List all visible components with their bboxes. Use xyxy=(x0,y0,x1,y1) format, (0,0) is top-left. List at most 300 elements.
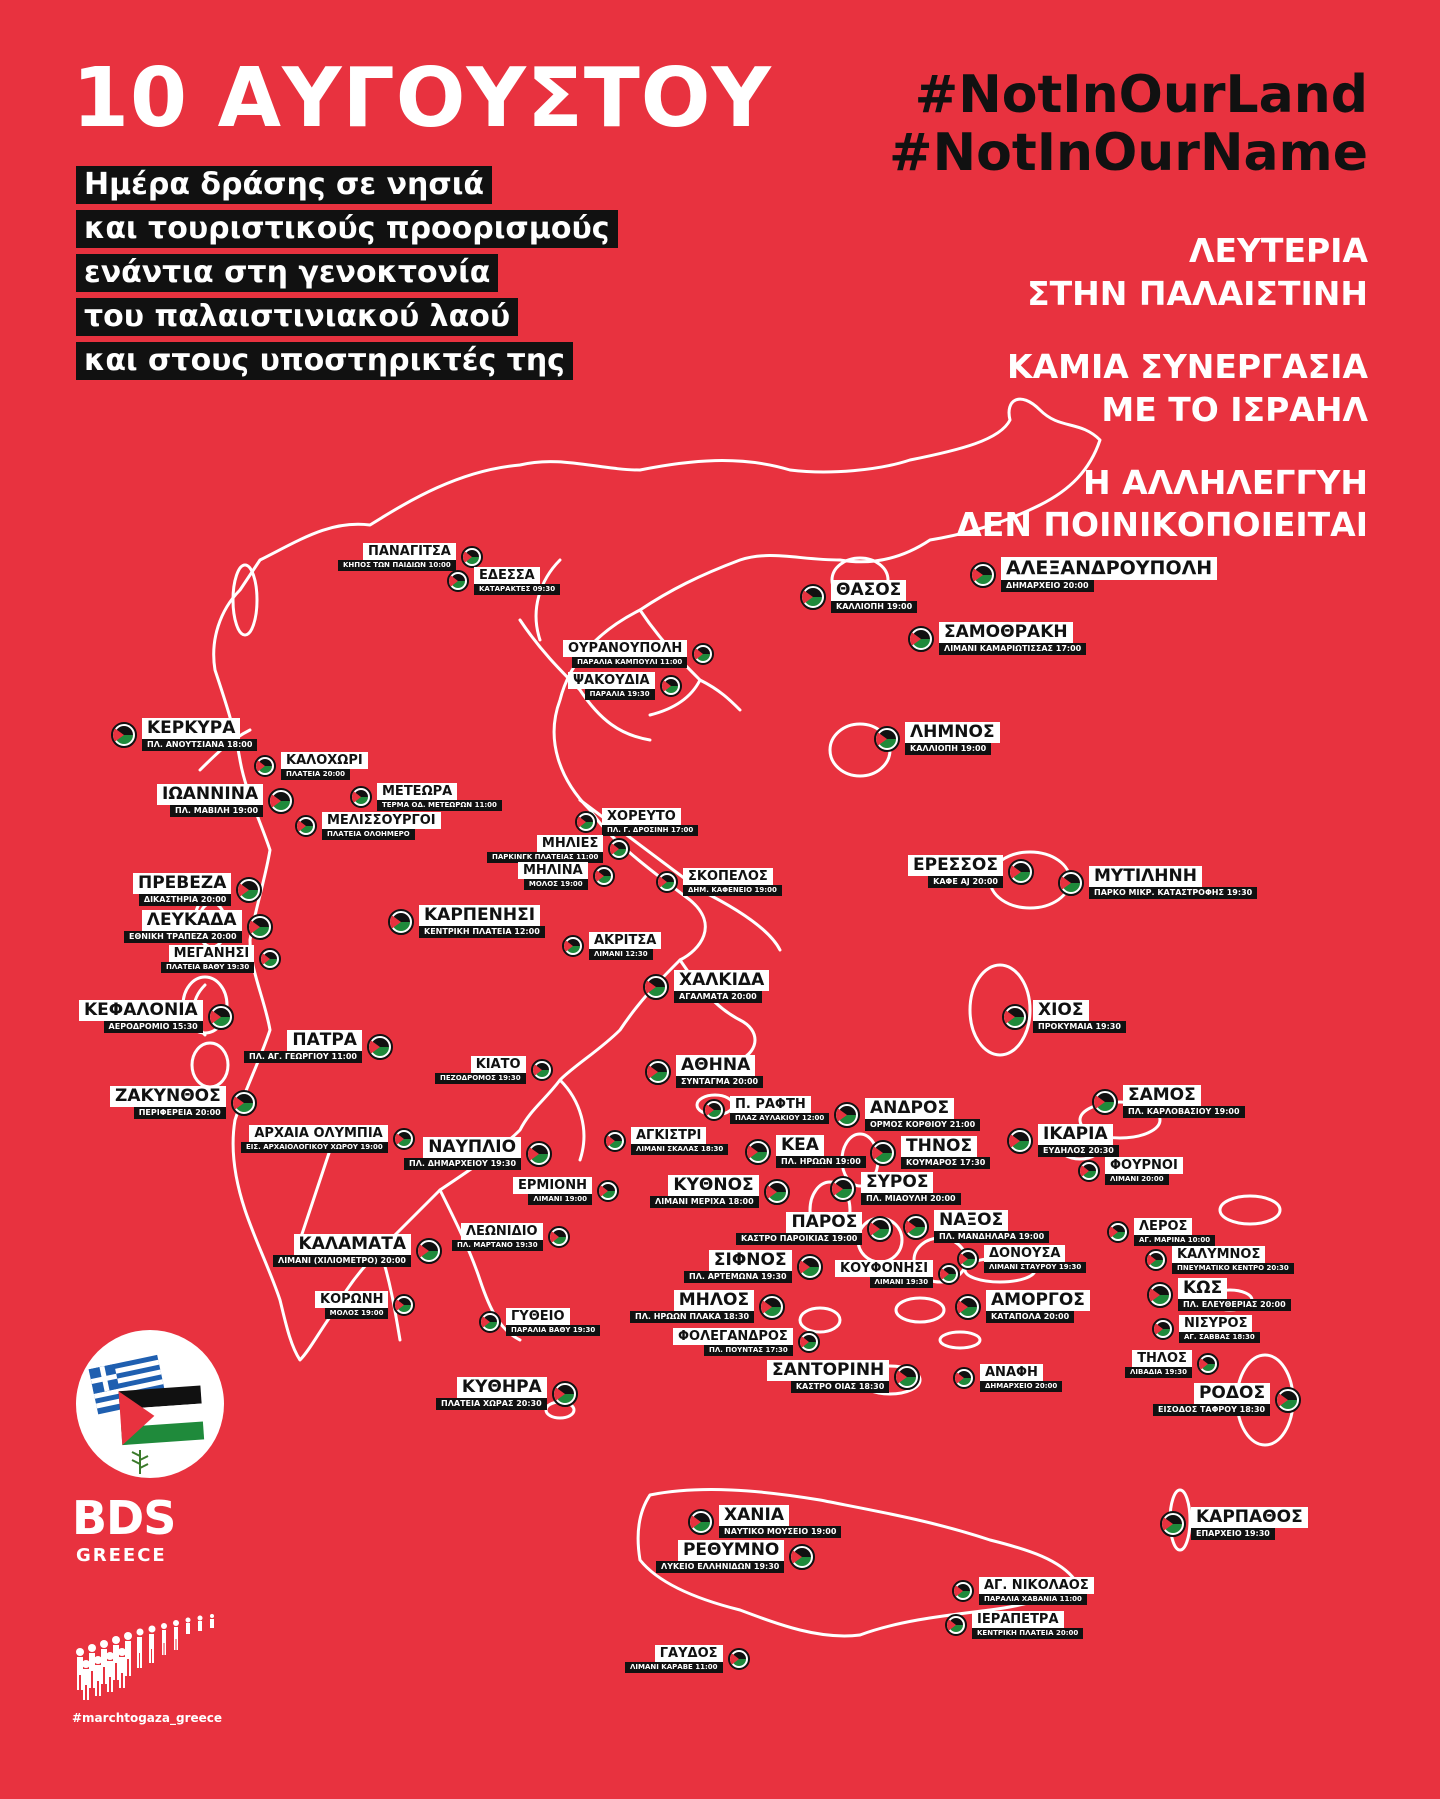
location-name: ΡΟΔΟΣ xyxy=(1194,1383,1270,1404)
location-label xyxy=(901,1136,990,1169)
location-detail: ΛΙΜΑΝΙ (ΧΙΛΙΟΜΕΤΡΟ) 20:00 xyxy=(273,1255,411,1267)
location-label xyxy=(315,1291,388,1319)
palestine-flag-icon xyxy=(562,935,584,957)
slogan-line: ΚΑΜΙΑ ΣΥΝΕΡΓΑΣΙΑ xyxy=(1007,346,1368,386)
subtitle-line: ενάντια στη γενοκτονία xyxy=(76,254,498,292)
location-name: ΚΟΥΦΟΝΗΣΙ xyxy=(835,1260,933,1277)
location-marker xyxy=(703,1096,829,1124)
slogan-line: ΛΕΥΤΕΡΙΑ xyxy=(1188,231,1368,270)
location-detail: ΠΕΡΙΦΕΡΕΙΑ 20:00 xyxy=(134,1107,226,1119)
location-marker xyxy=(952,1577,1094,1605)
location-marker xyxy=(1092,1085,1245,1118)
location-detail: ΟΡΜΟΣ ΚΟΡΘΙΟΥ 21:00 xyxy=(865,1119,980,1131)
location-label xyxy=(730,1096,829,1124)
location-detail: ΚΑΦΕ ΑJ 20:00 xyxy=(928,876,1003,888)
location-detail: ΠΛ. ΕΛΕΥΘΕΡΙΑΣ 20:00 xyxy=(1178,1299,1291,1311)
location-label xyxy=(589,932,661,960)
palestine-flag-icon xyxy=(1152,1318,1174,1340)
location-name: ΕΡΜΙΟΝΗ xyxy=(513,1177,592,1194)
palestine-flag-icon xyxy=(834,1102,860,1128)
page-title: 10 ΑΥΓΟΥΣΤΟΥ xyxy=(72,51,772,146)
location-name: ΙΩΑΝΝΙΝΑ xyxy=(157,784,263,805)
location-name: ΜΗΛΙΕΣ xyxy=(537,835,603,852)
hashtag-not-in-our-land: #NotInOurLand xyxy=(914,65,1368,125)
location-name: ΠΑΤΡΑ xyxy=(287,1030,362,1051)
location-label xyxy=(1089,866,1257,899)
location-marker xyxy=(1107,1218,1215,1246)
location-detail: ΚΕΝΤΡΙΚΗ ΠΛΑΤΕΙΑ 20:00 xyxy=(972,1628,1083,1639)
location-marker xyxy=(111,718,257,751)
location-label xyxy=(79,1000,203,1033)
location-label xyxy=(676,1055,763,1088)
location-name: ΜΥΤΙΛΗΝΗ xyxy=(1089,866,1202,887)
palestine-flag-icon xyxy=(1002,1004,1028,1030)
location-detail: ΠΛ. ΜΑΒΙΛΗ 19:00 xyxy=(170,805,263,817)
palestine-flag-icon xyxy=(1078,1160,1100,1182)
location-marker xyxy=(953,1364,1062,1392)
location-label xyxy=(273,1234,411,1267)
location-marker xyxy=(518,862,615,890)
location-detail: ΚΑΤΑΡΑΚΤΕΣ 09:30 xyxy=(474,584,560,595)
location-marker xyxy=(350,783,502,811)
location-label xyxy=(513,1177,592,1205)
location-marker xyxy=(254,752,368,780)
location-name: ΠΑΝΑΓΙΤΣΑ xyxy=(363,543,456,560)
location-name: ΑΘΗΝΑ xyxy=(676,1055,755,1076)
palestine-flag-icon xyxy=(660,675,682,697)
location-detail: ΚΑΣΤΡΟ ΟΙΑΣ 18:30 xyxy=(791,1381,889,1393)
palestine-flag-icon xyxy=(1092,1089,1118,1115)
location-marker xyxy=(436,1377,578,1410)
location-label xyxy=(244,1030,362,1063)
location-detail: ΕΙΣ. ΑΡΧΑΙΟΛΟΓΙΚΟΥ ΧΩΡΟΥ 19:00 xyxy=(241,1142,388,1153)
location-detail: ΛΙΜΑΝΙ ΜΕΡΙΧΑ 18:00 xyxy=(650,1196,759,1208)
location-label xyxy=(979,1577,1094,1605)
location-marker xyxy=(404,1137,552,1170)
location-label xyxy=(656,1540,784,1573)
location-name: ΚΟΡΩΝΗ xyxy=(315,1291,388,1308)
location-detail: ΝΑΥΤΙΚΟ ΜΟΥΣΕΙΟ 19:00 xyxy=(719,1526,841,1538)
palestine-flag-icon xyxy=(688,1509,714,1535)
location-marker xyxy=(244,1030,393,1063)
bds-logo: BDS xyxy=(72,1491,176,1545)
location-detail: ΛΙΜΑΝΙ ΚΑΡΑΒΕ 11:00 xyxy=(625,1662,723,1673)
location-marker xyxy=(575,808,698,836)
location-label xyxy=(776,1135,866,1168)
location-detail: ΠΛΑΤΕΙΑ ΧΩΡΑΣ 20:30 xyxy=(436,1398,547,1410)
location-label xyxy=(142,718,257,751)
location-marker xyxy=(903,1210,1049,1243)
location-name: ΛΕΡΟΣ xyxy=(1134,1218,1192,1235)
palestine-flag-icon xyxy=(903,1214,929,1240)
palestine-flag-icon xyxy=(1058,870,1084,896)
location-detail: ΠΑΡΑΛΙΑ ΚΑΜΠΟΥΛΙ 11:00 xyxy=(572,657,687,668)
location-name: ΚΕΡΚΥΡΑ xyxy=(142,718,240,739)
location-detail: ΚΗΠΟΣ ΤΩΝ ΠΑΙΔΙΩΝ 10:00 xyxy=(338,560,456,571)
location-marker xyxy=(970,557,1217,592)
palestine-flag-icon xyxy=(908,626,934,652)
location-marker xyxy=(908,622,1086,655)
location-marker xyxy=(870,1136,990,1169)
location-name: ΛΕΩΝΙΔΙΟ xyxy=(461,1223,543,1240)
location-name: ΚΑΛΟΧΩΡΙ xyxy=(281,752,368,769)
location-marker xyxy=(273,1234,442,1267)
location-name: ΜΗΛΙΝΑ xyxy=(518,862,588,879)
location-marker xyxy=(563,640,714,668)
location-name: ΝΙΣΥΡΟΣ xyxy=(1179,1315,1252,1332)
location-label xyxy=(1178,1278,1291,1311)
location-detail: ΕΘΝΙΚΗ ΤΡΑΠΕΖΑ 20:00 xyxy=(124,931,242,943)
location-name: ΚΙΑΤΟ xyxy=(471,1056,526,1073)
location-detail: ΛΙΜΑΝΙ 19:30 xyxy=(870,1277,934,1288)
location-detail: ΠΛ. ΑΓ. ΓΕΩΡΓΙΟΥ 11:00 xyxy=(244,1051,362,1063)
location-label xyxy=(110,1086,226,1119)
location-detail: ΑΕΡΟΔΡΟΜΙΟ 15:30 xyxy=(104,1021,203,1033)
location-detail: ΠΛΑΤΕΙΑ 20:00 xyxy=(281,769,350,780)
location-name: ΛΗΜΝΟΣ xyxy=(905,722,1000,743)
palestine-flag-icon xyxy=(1160,1511,1186,1537)
location-name: ΚΑΡΠΑΘΟΣ xyxy=(1191,1507,1308,1528)
location-name: ΚΑΛΥΜΝΟΣ xyxy=(1172,1246,1265,1263)
location-name: ΦΟΥΡΝΟΙ xyxy=(1105,1157,1183,1174)
location-detail: ΚΕΝΤΡΙΚΗ ΠΛΑΤΕΙΑ 12:00 xyxy=(419,926,545,938)
location-name: ΖΑΚΥΝΘΟΣ xyxy=(110,1086,226,1107)
slogan-free-palestine xyxy=(956,230,1368,316)
location-marker xyxy=(604,1127,728,1155)
location-detail: ΠΕΖΟΔΡΟΜΟΣ 19:30 xyxy=(435,1073,526,1084)
palestine-flag-icon xyxy=(953,1367,975,1389)
location-detail: ΠΛ. ΜΑΡΤΑΝΟ 19:30 xyxy=(452,1240,543,1251)
location-marker xyxy=(908,855,1034,888)
location-marker xyxy=(447,567,560,595)
location-label xyxy=(1134,1218,1215,1246)
location-label xyxy=(908,855,1003,888)
location-label xyxy=(419,905,545,938)
location-detail: ΛΙΜΑΝΙ ΚΑΜΑΡΙΩΤΙΣΣΑΣ 17:00 xyxy=(939,643,1086,655)
location-marker xyxy=(133,873,262,906)
palestine-flag-icon xyxy=(268,788,294,814)
location-label xyxy=(984,1245,1086,1273)
location-marker xyxy=(452,1223,570,1251)
location-detail: ΠΛ. ΗΡΩΩΝ 19:00 xyxy=(776,1156,866,1168)
location-marker xyxy=(673,1328,820,1356)
location-label xyxy=(673,1328,793,1356)
location-marker xyxy=(800,580,917,613)
location-label xyxy=(674,970,769,1003)
location-detail: ΑΓ. ΜΑΡΙΝΑ 10:00 xyxy=(1134,1235,1215,1246)
palestine-flag-icon xyxy=(604,1130,626,1152)
location-label xyxy=(563,640,687,668)
location-label xyxy=(939,622,1086,655)
location-label xyxy=(602,808,698,836)
location-label xyxy=(124,910,242,943)
palestine-flag-icon xyxy=(938,1263,960,1285)
location-marker xyxy=(388,905,545,938)
march-hashtag: #marchtogaza_greece xyxy=(72,1711,223,1725)
location-detail: ΚΑΛΛΙΟΠΗ 19:00 xyxy=(831,601,917,613)
location-detail: ΠΝΕΥΜΑΤΙΚΟ ΚΕΝΤΡΟ 20:30 xyxy=(1172,1263,1294,1274)
slogan-solidarity xyxy=(956,462,1368,548)
palestine-flag-icon xyxy=(1008,859,1034,885)
location-marker xyxy=(1002,1000,1126,1033)
location-name: ΕΡΕΣΣΟΣ xyxy=(908,855,1003,876)
location-detail: ΚΑΤΑΠΟΛΑ 20:00 xyxy=(986,1311,1074,1323)
palestine-flag-icon xyxy=(703,1099,725,1121)
location-marker xyxy=(157,784,294,817)
location-marker xyxy=(684,1250,823,1283)
palestine-flag-icon xyxy=(552,1381,578,1407)
location-detail: ΕΙΣΟΔΟΣ ΤΑΦΡΟΥ 18:30 xyxy=(1153,1404,1270,1416)
location-marker xyxy=(1152,1315,1260,1343)
subtitle-line: του παλαιστινιακού λαού xyxy=(76,298,518,336)
location-name: ΜΕΛΙΣΣΟΥΡΓΟΙ xyxy=(322,812,441,829)
location-marker xyxy=(957,1245,1086,1273)
palestine-flag-icon xyxy=(247,914,273,940)
palestine-flag-icon xyxy=(254,755,276,777)
location-label xyxy=(683,868,782,896)
location-label xyxy=(1001,557,1217,592)
palestine-flag-icon xyxy=(416,1238,442,1264)
slogan-line: ΣΤΗΝ ΠΑΛΑΙΣΤΙΝΗ xyxy=(1027,273,1368,313)
palestine-flag-icon xyxy=(728,1648,750,1670)
location-name: ΣΥΡΟΣ xyxy=(861,1172,933,1193)
location-marker xyxy=(830,1172,961,1205)
location-detail: ΛΥΚΕΙΟ ΕΛΛΗΝΙΔΩΝ 19:30 xyxy=(656,1561,784,1573)
slogan-no-cooperation xyxy=(956,346,1368,432)
location-label xyxy=(518,862,588,890)
location-marker xyxy=(241,1125,415,1153)
location-name: ΤΗΝΟΣ xyxy=(901,1136,977,1157)
palestine-flag-icon xyxy=(295,815,317,837)
location-marker xyxy=(625,1645,750,1673)
location-name: ΚΕΦΑΛΟΝΙΑ xyxy=(79,1000,203,1021)
location-marker xyxy=(1125,1350,1219,1378)
subtitle-line: και τουριστικούς προορισμούς xyxy=(76,210,618,248)
location-marker xyxy=(835,1260,960,1288)
location-name: ΑΜΟΡΓΟΣ xyxy=(986,1290,1090,1311)
location-detail: ΠΛ. ΜΙΑΟΥΛΗ 20:00 xyxy=(861,1193,961,1205)
location-detail: ΠΑΡΑΛΙΑ 19:30 xyxy=(585,689,655,700)
location-name: ΛΕΥΚΑΔΑ xyxy=(142,910,242,931)
location-name: ΧΑΝΙΑ xyxy=(719,1505,789,1526)
location-label xyxy=(980,1364,1062,1392)
slogan-line: Η ΑΛΛΗΛΕΓΓΥΗ xyxy=(1083,462,1368,502)
location-detail: ΠΛ. ΚΑΡΛΟΒΑΣΙΟΥ 19:00 xyxy=(1123,1106,1245,1118)
location-name: ΑΝΔΡΟΣ xyxy=(865,1098,954,1119)
location-marker xyxy=(736,1212,893,1245)
location-detail: ΛΙΜΑΝΙ 20:00 xyxy=(1105,1174,1169,1185)
location-detail: ΚΑΣΤΡΟ ΠΑΡΟΙΚΙΑΣ 19:00 xyxy=(736,1233,862,1245)
location-marker xyxy=(1153,1383,1301,1416)
location-detail: ΠΑΡΚΙΝΓΚ ΠΛΑΤΕΙΑΣ 11:00 xyxy=(487,852,603,863)
palestine-flag-icon xyxy=(692,643,714,665)
location-detail: ΣΥΝΤΑΓΜΑ 20:00 xyxy=(676,1076,763,1088)
location-marker xyxy=(124,910,273,943)
palestine-flag-icon xyxy=(1275,1387,1301,1413)
location-label xyxy=(404,1137,521,1170)
location-detail: ΑΓΑΛΜΑΤΑ 20:00 xyxy=(674,991,762,1003)
palestine-flag-icon xyxy=(800,584,826,610)
location-detail: ΛΙΜΑΝΙ ΣΚΑΛΑΣ 18:30 xyxy=(631,1144,728,1155)
location-detail: ΠΛ. Γ. ΔΡΟΣΙΝΗ 17:00 xyxy=(602,825,698,836)
location-name: ΜΗΛΟΣ xyxy=(674,1290,754,1311)
location-marker xyxy=(945,1611,1083,1639)
location-detail: ΚΟΥΜΑΡΟΣ 17:30 xyxy=(901,1157,990,1169)
location-label xyxy=(281,752,368,780)
location-label xyxy=(1033,1000,1126,1033)
palestine-flag-icon xyxy=(259,948,281,970)
location-name: ΣΑΝΤΟΡΙΝΗ xyxy=(767,1360,889,1381)
palestine-flag-icon xyxy=(874,726,900,752)
location-detail: ΚΑΛΛΙΟΠΗ 19:00 xyxy=(905,743,991,755)
location-marker xyxy=(767,1360,920,1393)
location-detail: ΠΛ. ΜΑΝΔΗΛΑΡΑ 19:00 xyxy=(934,1231,1049,1243)
location-name: Π. ΡΑΦΤΗ xyxy=(730,1096,811,1113)
location-label xyxy=(986,1290,1090,1323)
palestine-flag-icon xyxy=(870,1140,896,1166)
location-detail: ΔΗΜΑΡΧΕΙΟ 20:00 xyxy=(980,1381,1062,1392)
location-name: ΚΑΛΑΜΑΤΑ xyxy=(294,1234,411,1255)
location-label xyxy=(161,945,254,973)
palestine-flag-icon xyxy=(447,570,469,592)
location-label xyxy=(241,1125,388,1153)
location-marker xyxy=(1160,1507,1308,1540)
palestine-flag-icon xyxy=(1007,1128,1033,1154)
palestine-flag-icon xyxy=(1147,1282,1173,1308)
location-marker xyxy=(1078,1157,1183,1185)
location-name: ΤΗΛΟΣ xyxy=(1132,1350,1192,1367)
location-label xyxy=(436,1377,547,1410)
location-name: ΑΛΕΞΑΝΔΡΟΥΠΟΛΗ xyxy=(1001,557,1217,580)
location-label xyxy=(377,783,502,811)
location-name: ΠΡΕΒΕΖΑ xyxy=(133,873,231,894)
slogan-line: ΔΕΝ ΠΟΙΝΙΚΟΠΟΙΕΙΤΑΙ xyxy=(956,505,1368,545)
location-detail: ΠΑΡΑΛΙΑ ΒΑΘΥ 19:30 xyxy=(506,1325,600,1336)
location-marker xyxy=(295,812,441,840)
location-name: ΚΥΘΝΟΣ xyxy=(668,1175,758,1196)
location-marker xyxy=(874,722,1000,755)
location-marker xyxy=(1058,866,1257,899)
location-name: ΠΑΡΟΣ xyxy=(786,1212,862,1233)
location-detail: ΠΛΑΤΕΙΑ ΒΑΘΥ 19:30 xyxy=(161,962,254,973)
palestine-flag-icon xyxy=(867,1216,893,1242)
location-label xyxy=(972,1611,1083,1639)
location-name: ΑΡΧΑΙΑ ΟΛΥΜΠΙΑ xyxy=(249,1125,387,1142)
location-name: ΚΕΑ xyxy=(776,1135,824,1156)
location-label xyxy=(650,1175,759,1208)
location-label xyxy=(625,1645,723,1673)
hashtag-not-in-our-name: #NotInOurName xyxy=(889,123,1368,184)
palestine-flag-icon xyxy=(797,1254,823,1280)
location-detail: ΠΛΑΖ ΑΥΛΑΚΙΟΥ 12:00 xyxy=(730,1113,829,1124)
location-label xyxy=(1123,1085,1245,1118)
location-marker xyxy=(630,1290,785,1323)
location-name: ΓΑΥΔΟΣ xyxy=(655,1645,723,1662)
palestine-flag-icon xyxy=(367,1034,393,1060)
location-label xyxy=(719,1505,841,1538)
location-label xyxy=(905,722,1000,755)
palestine-flag-icon xyxy=(526,1141,552,1167)
subtitle-block xyxy=(76,166,716,386)
location-label xyxy=(452,1223,543,1251)
marching-crowd-icon xyxy=(72,1612,222,1704)
location-marker xyxy=(487,835,630,863)
palestine-flag-icon xyxy=(759,1294,785,1320)
location-name: ΡΕΘΥΜΝΟ xyxy=(678,1540,784,1561)
palestine-flag-icon xyxy=(798,1331,820,1353)
palestine-flag-icon xyxy=(764,1179,790,1205)
subtitle-line: και στους υποστηρικτές της xyxy=(76,342,573,380)
location-label xyxy=(631,1127,728,1155)
location-detail: ΕΥΔΗΛΟΣ 20:30 xyxy=(1038,1145,1119,1157)
location-detail: ΜΟΛΟΣ 19:00 xyxy=(325,1308,389,1319)
location-detail: ΔΗΜ. ΚΑΦΕΝΕΙΟ 19:00 xyxy=(683,885,782,896)
location-detail: ΠΛ. ΑΡΤΕΜΩΝΑ 19:30 xyxy=(684,1271,792,1283)
location-detail: ΠΑΡΚΟ ΜΙΚΡ. ΚΑΤΑΣΤΡΟΦΗΣ 19:30 xyxy=(1089,887,1257,899)
palestine-flag-icon xyxy=(957,1248,979,1270)
palestine-flag-icon xyxy=(894,1364,920,1390)
palestine-flag-icon xyxy=(479,1311,501,1333)
location-label xyxy=(1105,1157,1183,1185)
location-name: ΙΚΑΡΙΑ xyxy=(1038,1124,1113,1145)
location-label xyxy=(435,1056,526,1084)
location-label xyxy=(1125,1350,1192,1378)
location-marker xyxy=(645,1055,763,1088)
location-label xyxy=(1191,1507,1308,1540)
location-detail: ΠΛ. ΠΟΥΝΤΑΣ 17:30 xyxy=(704,1345,793,1356)
location-label xyxy=(1153,1383,1270,1416)
palestine-flag-icon xyxy=(548,1226,570,1248)
location-marker xyxy=(745,1135,866,1168)
location-name: ΔΟΝΟΥΣΑ xyxy=(984,1245,1065,1262)
palestine-flag-icon xyxy=(789,1544,815,1570)
location-marker xyxy=(688,1505,841,1538)
location-label xyxy=(736,1212,862,1245)
location-name: ΙΕΡΑΠΕΤΡΑ xyxy=(972,1611,1064,1628)
location-label xyxy=(506,1308,600,1336)
location-name: ΕΔΕΣΣΑ xyxy=(474,567,540,584)
palestine-flag-icon xyxy=(656,871,678,893)
palestine-flag-icon xyxy=(236,877,262,903)
location-detail: ΔΗΜΑΡΧΕΙΟ 20:00 xyxy=(1001,580,1094,592)
palestine-flag-icon xyxy=(608,838,630,860)
greek-palestinian-flags-icon xyxy=(76,1330,224,1478)
location-name: ΑΓΚΙΣΤΡΙ xyxy=(631,1127,706,1144)
location-name: ΜΕΓΑΝΗΣΙ xyxy=(169,945,255,962)
location-marker xyxy=(513,1177,619,1205)
palestine-flag-icon xyxy=(575,811,597,833)
location-name: ΝΑΞΟΣ xyxy=(934,1210,1008,1231)
location-label xyxy=(630,1290,754,1323)
palestine-flag-icon xyxy=(970,562,996,588)
location-name: ΜΕΤΕΩΡΑ xyxy=(377,783,457,800)
location-name: ΧΟΡΕΥΤΟ xyxy=(602,808,681,825)
location-marker xyxy=(568,672,682,700)
palestine-flag-icon xyxy=(231,1090,257,1116)
location-detail: ΜΟΛΟΣ 19:00 xyxy=(524,879,588,890)
location-name: ΘΑΣΟΣ xyxy=(831,580,906,601)
palestine-flag-icon xyxy=(111,722,137,748)
palestine-flag-icon xyxy=(350,786,372,808)
location-detail: ΤΕΡΜΑ ΟΔ. ΜΕΤΕΩΡΩΝ 11:00 xyxy=(377,800,502,811)
location-name: ΚΥΘΗΡΑ xyxy=(457,1377,547,1398)
location-name: ΣΙΦΝΟΣ xyxy=(709,1250,792,1271)
location-label xyxy=(133,873,231,906)
palestine-flag-icon xyxy=(388,909,414,935)
location-name: ΓΥΘΕΙΟ xyxy=(506,1308,570,1325)
location-label xyxy=(831,580,917,613)
location-marker xyxy=(955,1290,1090,1323)
